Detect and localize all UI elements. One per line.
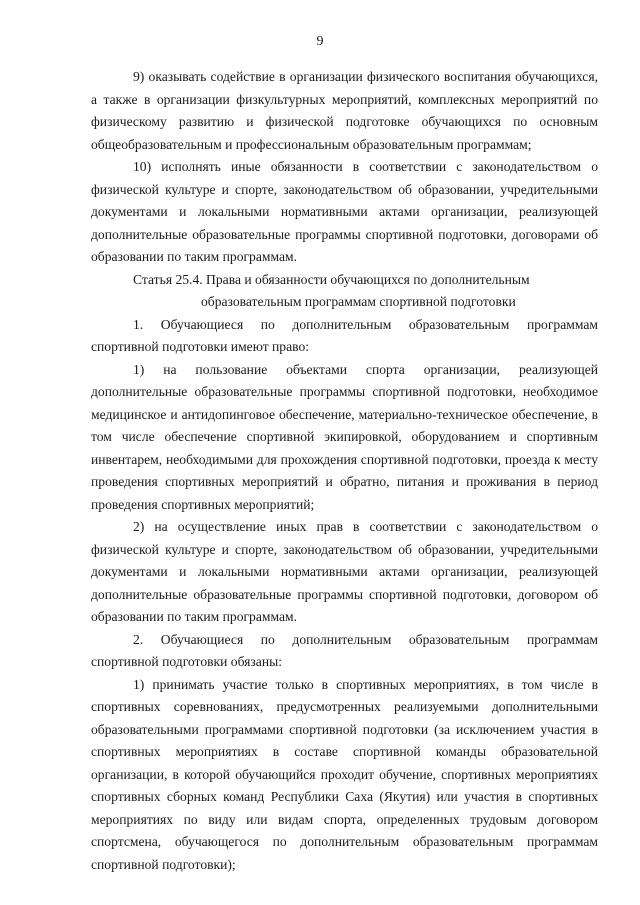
document-body	[91, 66, 598, 876]
paragraph-rights-item-2: 2) на осуществление иных прав в соответствии с законодательством о физической культуре и спорте, законодательством об образовании, учредительными документами и локальными нормативными актами организации, реализующей дополнительные образовательные программы спортивной подготовки, договором об образовании по таким программам.	[91, 519, 598, 624]
article-heading-line1: Статья 25.4. Права и обязанности обучающихся по дополнительным	[133, 271, 530, 287]
paragraph-item-10: 10) исполнять иные обязанности в соответствии с законодательством о физической культуре и спорте, законодательством об образовании, учредительными документами и локальными нормативными актами организации, реализующей дополнительные образовательные программы спортивной подготовки, договорами об образовании по таким программам.	[91, 159, 598, 264]
page-number: 9	[316, 34, 324, 49]
paragraph-duties-item-1: 1) принимать участие только в спортивных мероприятиях, в том числе в спортивных соревнованиях, предусмотренных реализуемыми дополнительными образовательными программами спортивной подготовки (за исключением участия в спортивных мероприятиях в составе спортивной команды образовательной организации, в которой обучающийся проходит обучение, спортивных мероприятиях спортивных сборных команд Республики Саха (Якутия) или участия в спортивных мероприятиях по виду или видам спорта, определенных трудовым договором спортсмена, обучающегося по дополнительным образовательным программам спортивной подготовки);	[91, 676, 598, 872]
paragraph-rights-intro: 1. Обучающиеся по дополнительным образовательным программам спортивной подготовки имеют право:	[91, 316, 598, 354]
paragraph-rights-item-1: 1) на пользование объектами спорта организации, реализующей дополнительные образовательные программы спортивной подготовки, необходимое медицинское и антидопинговое обеспечение, материально-техническое обеспечение, в том числе обеспечение спортивной экипировкой, оборудованием и спортивным инвентарем, необходимыми для прохождения спортивной подготовки, проезда к месту проведения спортивных мероприятий и обратно, питания и проживания в период проведения спортивных мероприятий;	[91, 361, 598, 512]
paragraph-duties-intro: 2. Обучающиеся по дополнительным образовательным программам спортивной подготовки обязаны:	[91, 631, 598, 669]
paragraph-item-9: 9) оказывать содействие в организации физического воспитания обучающихся, а также в организации физкультурных мероприятий, комплексных мероприятий по физическому развитию и физической подготовке обучающихся по основным общеобразовательным и профессиональным образовательным программам;	[91, 69, 598, 152]
article-heading-line2: образовательным программам спортивной подготовки	[201, 294, 516, 309]
